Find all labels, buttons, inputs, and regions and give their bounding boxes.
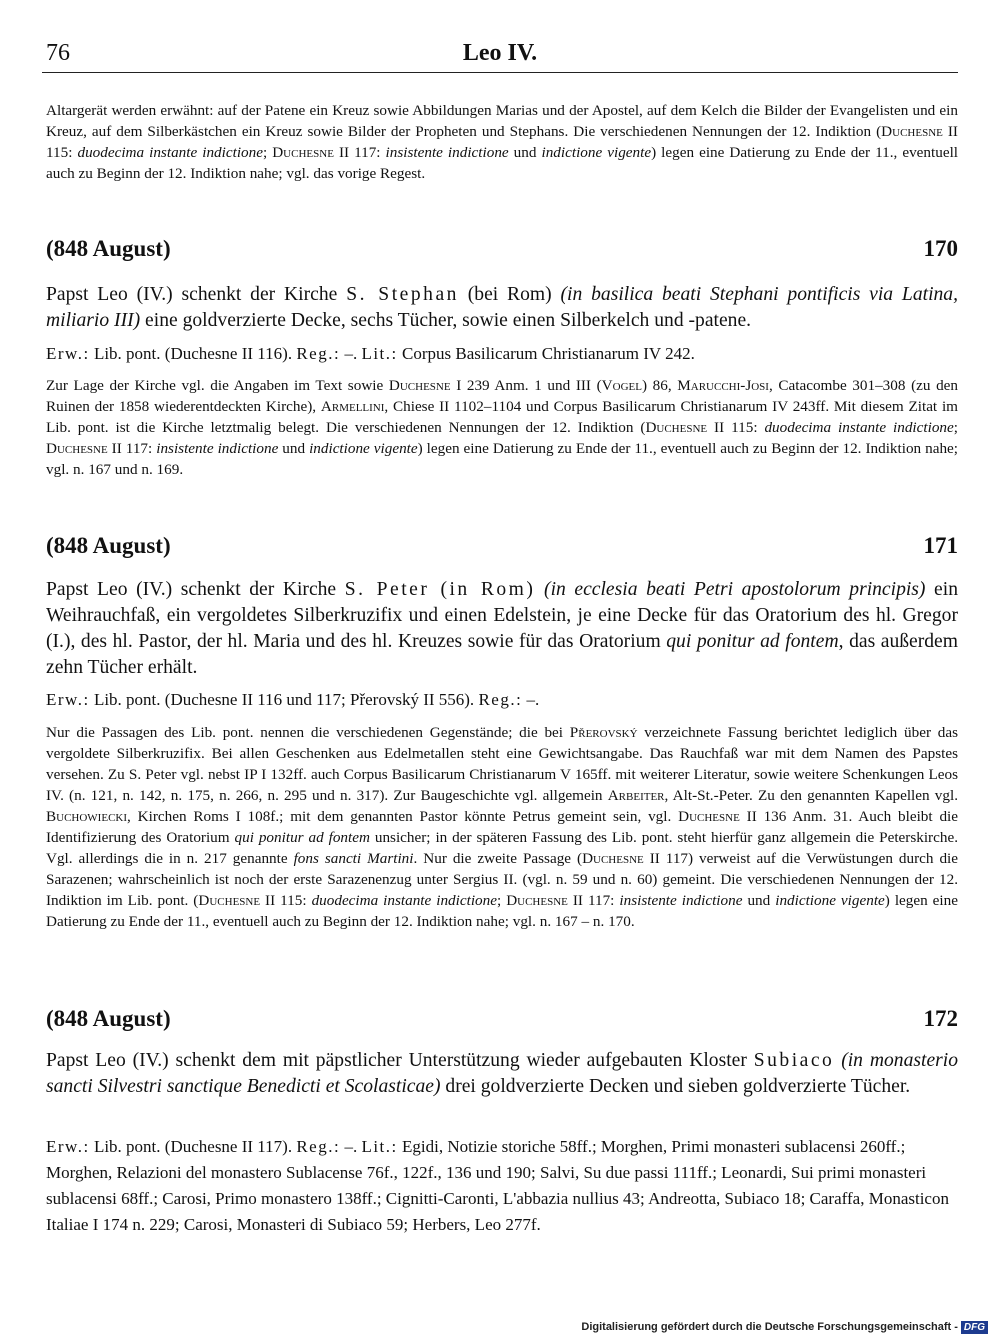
text-run: II 117) verweist auf die Verwüstungen durch die Sarazenen; wahrscheinlich ist noch der erste Sarazenenzug unter Sergius II. (vgl. n. 59 und n. 60) gemeint. Die verschiedenen Nennungen der 12. Indiktion im Lib. pont. ( [46,850,958,909]
text-run: , Alt-St.-Peter. Zu den genannten Kapellen vgl. [664,787,958,804]
text-run: Papst Leo (IV.) schenkt dem mit päpstlicher Unterstützung wieder aufgebauten Kloster [46,1050,754,1071]
text-run: und [278,440,310,457]
text-run: Duchesne [582,850,644,867]
text-run: Duchesne [678,808,740,825]
text-run: eine goldverzierte Decke, sechs Tücher, sowie einen Silberkelch und -patene. [140,310,752,331]
text-run: insistente indictione [619,892,743,909]
text-run: Marucchi-Josi [677,377,769,394]
entry-number: 170 [923,236,958,261]
text-run: II 136 Anm. 31. Auch bleibt die Identifizierung des Oratorium [46,808,958,846]
text-run: und [742,892,776,909]
text-run: , das außerdem zehn Tücher erhält. [46,631,958,678]
text-run: drei goldverzierte Decken und sieben goldverzierte Tücher. [440,1076,911,1097]
text-run: Erw.: [46,344,90,363]
text-run: indictione vigente [541,144,652,161]
text-run: Corpus Basilicarum Christianarum IV 242. [397,344,695,363]
text-run [535,579,544,600]
text-run: ; [496,892,507,909]
footer-text: Digitalisierung gefördert durch die Deutsche Forschungsgemeinschaft - [581,1321,958,1333]
text-run: . Nur die zweite Passage ( [413,850,583,867]
text-run: indictione vigente [309,440,418,457]
text-run: insistente indictione [156,440,279,457]
running-title: Leo IV. [462,40,538,66]
text-run: ) 86, [641,377,678,394]
entry-171-note [46,722,958,932]
entry-170-head [46,236,958,266]
text-run: Lit.: [361,1137,398,1156]
text-run: Reg.: [296,1137,341,1156]
text-run: II 117: [567,892,620,909]
text-run: –. [522,690,540,709]
text-run: (bei Rom) [458,284,561,305]
text-run: duodecima instante indictione [764,419,954,436]
text-run: Buchowiecki [46,808,128,825]
text-run: ) legen eine Datierung zu Ende der 11., eventuell auch zu Beginn der 12. Indiktion nahe; vgl. n. 167 – n. 170. [46,892,958,930]
text-run: Lib. pont. (Duchesne II 116 und 117; Přerovský II 556). [89,690,479,709]
text-run: ein Weihrauchfaß, ein vergoldetes Silberkruzifix und einen Edelstein, je eine Decke für das Oratorium des hl. Gregor (I.), des hl. Pastor, der hl. Maria und des hl. Kreuzes sowie für das Oratorium [46,579,958,652]
text-run: qui ponitur ad fontem [666,631,839,652]
text-run: S. Stephan [346,284,459,305]
text-run: (in monasterio sancti Silvestri sanctique Benedicti et Scolasticae) [46,1050,959,1097]
text-run: Duchesne [645,419,708,436]
entry-number: 171 [923,533,958,558]
text-run: Lib. pont. (Duchesne II 117). [89,1137,297,1156]
entry-date: (848 August) [46,533,171,558]
text-run: Duchesne [388,377,451,394]
text-run: ; [262,144,273,161]
text-run: Duchesne [881,123,943,140]
text-run: Egidi, Notizie storiche 58ff.; Morghen, Primi monasteri sublacensi 260ff.; Morghen, Relazioni del monastero Sublacense 76f., 122f., 136 und 190; Salvi, Su due passi 111ff.; Leonardi, Sui primi monasteri sublacensi 68ff.; Carosi, Primo monastero 138ff.; Cignitti-Caronti, L'abbazia nullius 43; Andreotta, Subiaco 18; Caraffa, Monasticon Italiae I 174 n. 229; Carosi, Monasteri di Subiaco 59; Herbers, Leo 277f. [46,1137,949,1234]
text-run: –. [340,344,362,363]
text-run: Erw.: [46,690,90,709]
text-run: Arbeiter [607,787,665,804]
text-run: Duchesne [272,144,334,161]
text-run: duodecima instante indictione [77,144,263,161]
text-run: ) legen eine Datierung zu Ende der 11., eventuell auch zu Beginn der 12. Indiktion nahe; vgl. das vorige Regest. [46,144,959,182]
entry-172-summary [46,1048,958,1100]
text-run: Nur die Passagen des Lib. pont. nennen die verschiedenen Gegenstände; die bei [46,724,570,741]
entry-171-head [46,533,958,563]
text-run: Reg.: [296,344,341,363]
text-run: Armellini [320,398,385,415]
text-run: II 115: [707,419,765,436]
text-run: Papst Leo (IV.) schenkt der Kirche [46,284,347,305]
entry-171-summary [46,577,958,681]
entry-170-note [46,375,958,480]
text-run: I 239 Anm. 1 und III ( [450,377,602,394]
entry-number: 172 [923,1006,958,1031]
text-run: ) legen eine Datierung zu Ende der 11., eventuell auch zu Beginn der 12. Indiktion nahe; vgl. n. 167 und n. 169. [46,440,959,478]
text-run: , Catacombe 301–308 (zu den Ruinen der 1858 wiederentdeckten Kirche), [46,377,959,415]
text-run: und [508,144,542,161]
text-run: (in basilica beati Stephani pontificis via Latina, miliario III) [46,284,959,331]
text-run: insistente indictione [385,144,509,161]
text-run: ; [953,419,958,436]
text-run: S. Peter (in Rom) [344,579,536,600]
text-run: Lit.: [361,344,398,363]
entry-172-references [46,1134,958,1238]
text-run: Lib. pont. (Duchesne II 116). [89,344,297,363]
text-run: verzeichnete Fassung berichtet lediglich über das vergoldete Silberkruzifix. Bei allen Geschenken aus Edelmetallen steht eine Gewichtsangabe. Das Rauchfaß war mit dem Namen des Papstes versehen. Zu S. Peter vgl. nebst IP I 132ff. auch Corpus Basilicarum Christianarum V 165ff. mit weiterer Literatur, sowie weitere Schenkungen Leos IV. (n. 121, n. 142, n. 175, n. 266, n. 295 und n. 317). Zur Baugeschichte vgl. allgemein [46,724,959,804]
entry-170-references [46,341,958,367]
text-run: Duchesne [46,440,108,457]
text-run: , Kirchen Roms I 108f.; mit dem genannten Pastor könnte Petrus gemeint sein, vgl. [127,808,679,825]
entry-170-summary [46,282,958,334]
text-run: qui ponitur ad fontem [234,829,370,846]
text-run: , Chiese II 1102–1104 und Corpus Basilicarum Christianarum IV 243ff. Mit diesem Zitat im Lib. pont. ist die Kirche letztmalig belegt. Die verschiedenen Nennungen der 12. Indiktion ( [46,398,958,436]
text-run: Vogel [601,377,642,394]
entry-172-head [46,1006,958,1036]
dfg-logo: DFG [961,1321,988,1334]
text-run: II 117: [333,144,386,161]
page-number: 76 [46,40,70,66]
text-run: –. [340,1137,362,1156]
text-run: Subiaco [753,1050,835,1071]
entry-171-references [46,687,958,713]
intro-note [46,100,958,184]
text-run: Reg.: [478,690,523,709]
text-run: Zur Lage der Kirche vgl. die Angaben im Text sowie [46,377,389,394]
text-run: Altargerät werden erwähnt: auf der Patene ein Kreuz sowie Abbildungen Marias und der Apostel, auf dem Kelch die Bilder der Evangelisten und ein Kreuz, auf dem Silberkästchen ein Kreuz sowie Bilder der Propheten und Stephans. Die verschiedenen Nennungen der 12. Indiktion ( [46,102,958,140]
text-run: Papst Leo (IV.) schenkt der Kirche [46,579,345,600]
text-run: unsicher; in der späteren Fassung des Lib. pont. steht hierfür ganz allgemein die Peterskirche. Vgl. allerdings die in n. 217 genannte [46,829,958,867]
text-run: indictione vigente [775,892,885,909]
entry-date: (848 August) [46,236,171,261]
text-run: duodecima instante indictione [311,892,497,909]
text-run: Duchesne [198,892,261,909]
text-run: (in ecclesia beati Petri apostolorum principis) [544,579,926,600]
text-run: Duchesne [506,892,568,909]
text-run: Erw.: [46,1137,90,1156]
text-run: II 115: [46,123,958,161]
text-run: fons sancti Martini [293,850,414,867]
running-head [42,38,958,73]
digitization-footer [581,1321,988,1334]
text-run: Přerovský [569,724,638,741]
entry-date: (848 August) [46,1006,171,1031]
text-run: II 117: [107,440,157,457]
text-run: II 115: [260,892,312,909]
